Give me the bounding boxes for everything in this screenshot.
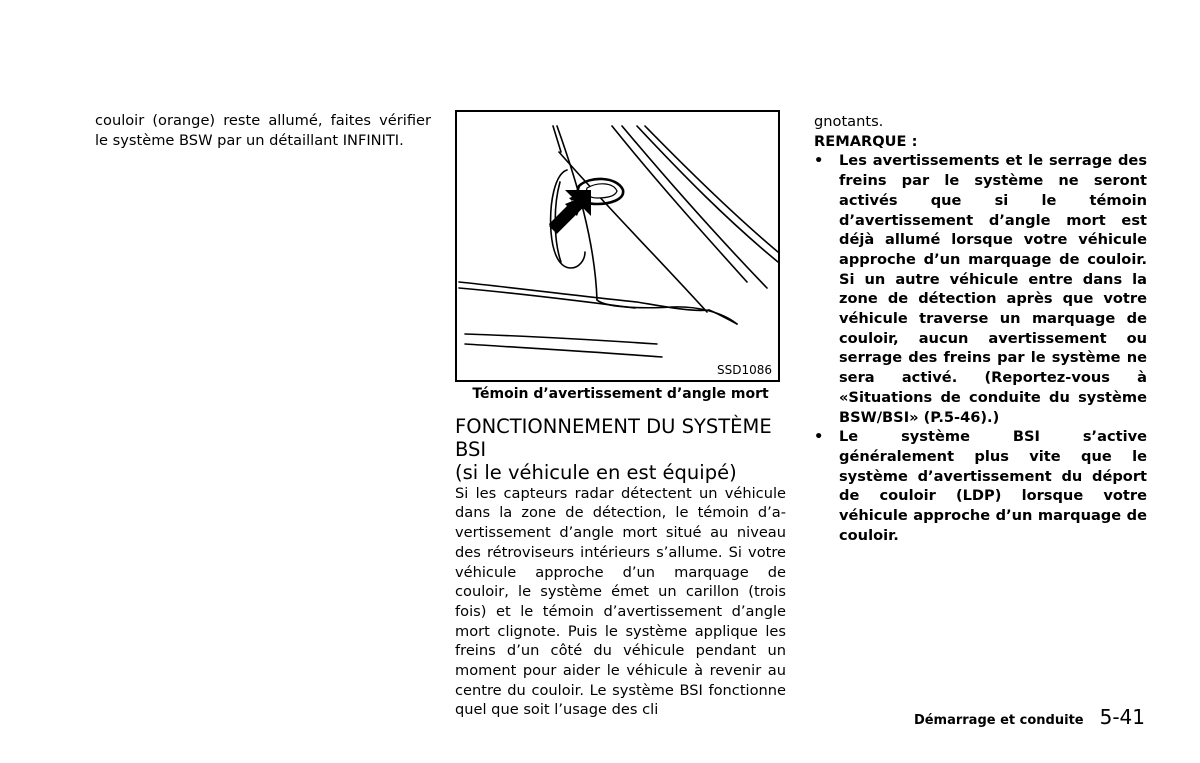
figure-caption: Témoin d’avertissement d’angle mort bbox=[472, 386, 769, 402]
section-title bbox=[455, 415, 786, 484]
footer-section-name: Démarrage et conduite bbox=[913, 713, 1084, 728]
figure-code: SSD1086 bbox=[716, 363, 772, 377]
section-title-line2: (si le véhicule en est équipé) bbox=[455, 460, 737, 484]
notes-list bbox=[814, 151, 1147, 545]
page-footer bbox=[914, 705, 1145, 729]
left-column bbox=[95, 111, 431, 150]
figure-frame bbox=[455, 110, 780, 382]
section-body: Si les capteurs radar détectent un véhicule dans la zone de détection, le témoin d’avertissement d’angle mort situé au niveau des rétroviseurs intérieurs s’allume. Si votre véhicule approche d’un marquage de couloir, le système émet un carillon (trois fois) et le témoin d’avertissement d’angle mort clignote. Puis le système applique les freins d’un côté du véhicule pendant un moment pour aider le véhicule à revenir au centre du couloir. Le système BSI fonctionne quel que soit l’usage des cli bbox=[455, 484, 786, 719]
left-paragraph: couloir (orange) reste allumé, faites vérifier le système BSW par un détaillant INFINITI. bbox=[95, 112, 431, 149]
continuation-text: gnotants. bbox=[814, 113, 884, 130]
note-label: REMARQUE : bbox=[814, 132, 918, 150]
middle-column bbox=[455, 110, 786, 720]
page-number: 5-41 bbox=[1099, 705, 1145, 729]
side-mirror-indicator-illustration bbox=[457, 112, 778, 380]
right-column bbox=[814, 112, 1147, 545]
note-item: • Les avertissements et le serrage des freins par le système ne seront activés que si le témoin d’avertissement d’angle mort est déjà allumé lorsque votre véhicule approche d’un marquage de couloir. Si un autre véhicule entre dans la zone de détection après que votre véhicule traverse un marquage de couloir, aucun avertissement ou serrage des freins par le système ne sera activé. (Reportez-vous à «Situations de conduite du système BSW/BSI» (P.5-46).) bbox=[814, 151, 1147, 427]
note-item: • Le système BSI s’active généralement plus vite que le système d’avertissement du déport de couloir (LDP) lorsque votre véhicule approche d’un marquage de couloir. bbox=[814, 427, 1147, 545]
section-title-line1: FONCTIONNEMENT DU SYSTÈME BSI bbox=[455, 414, 772, 461]
